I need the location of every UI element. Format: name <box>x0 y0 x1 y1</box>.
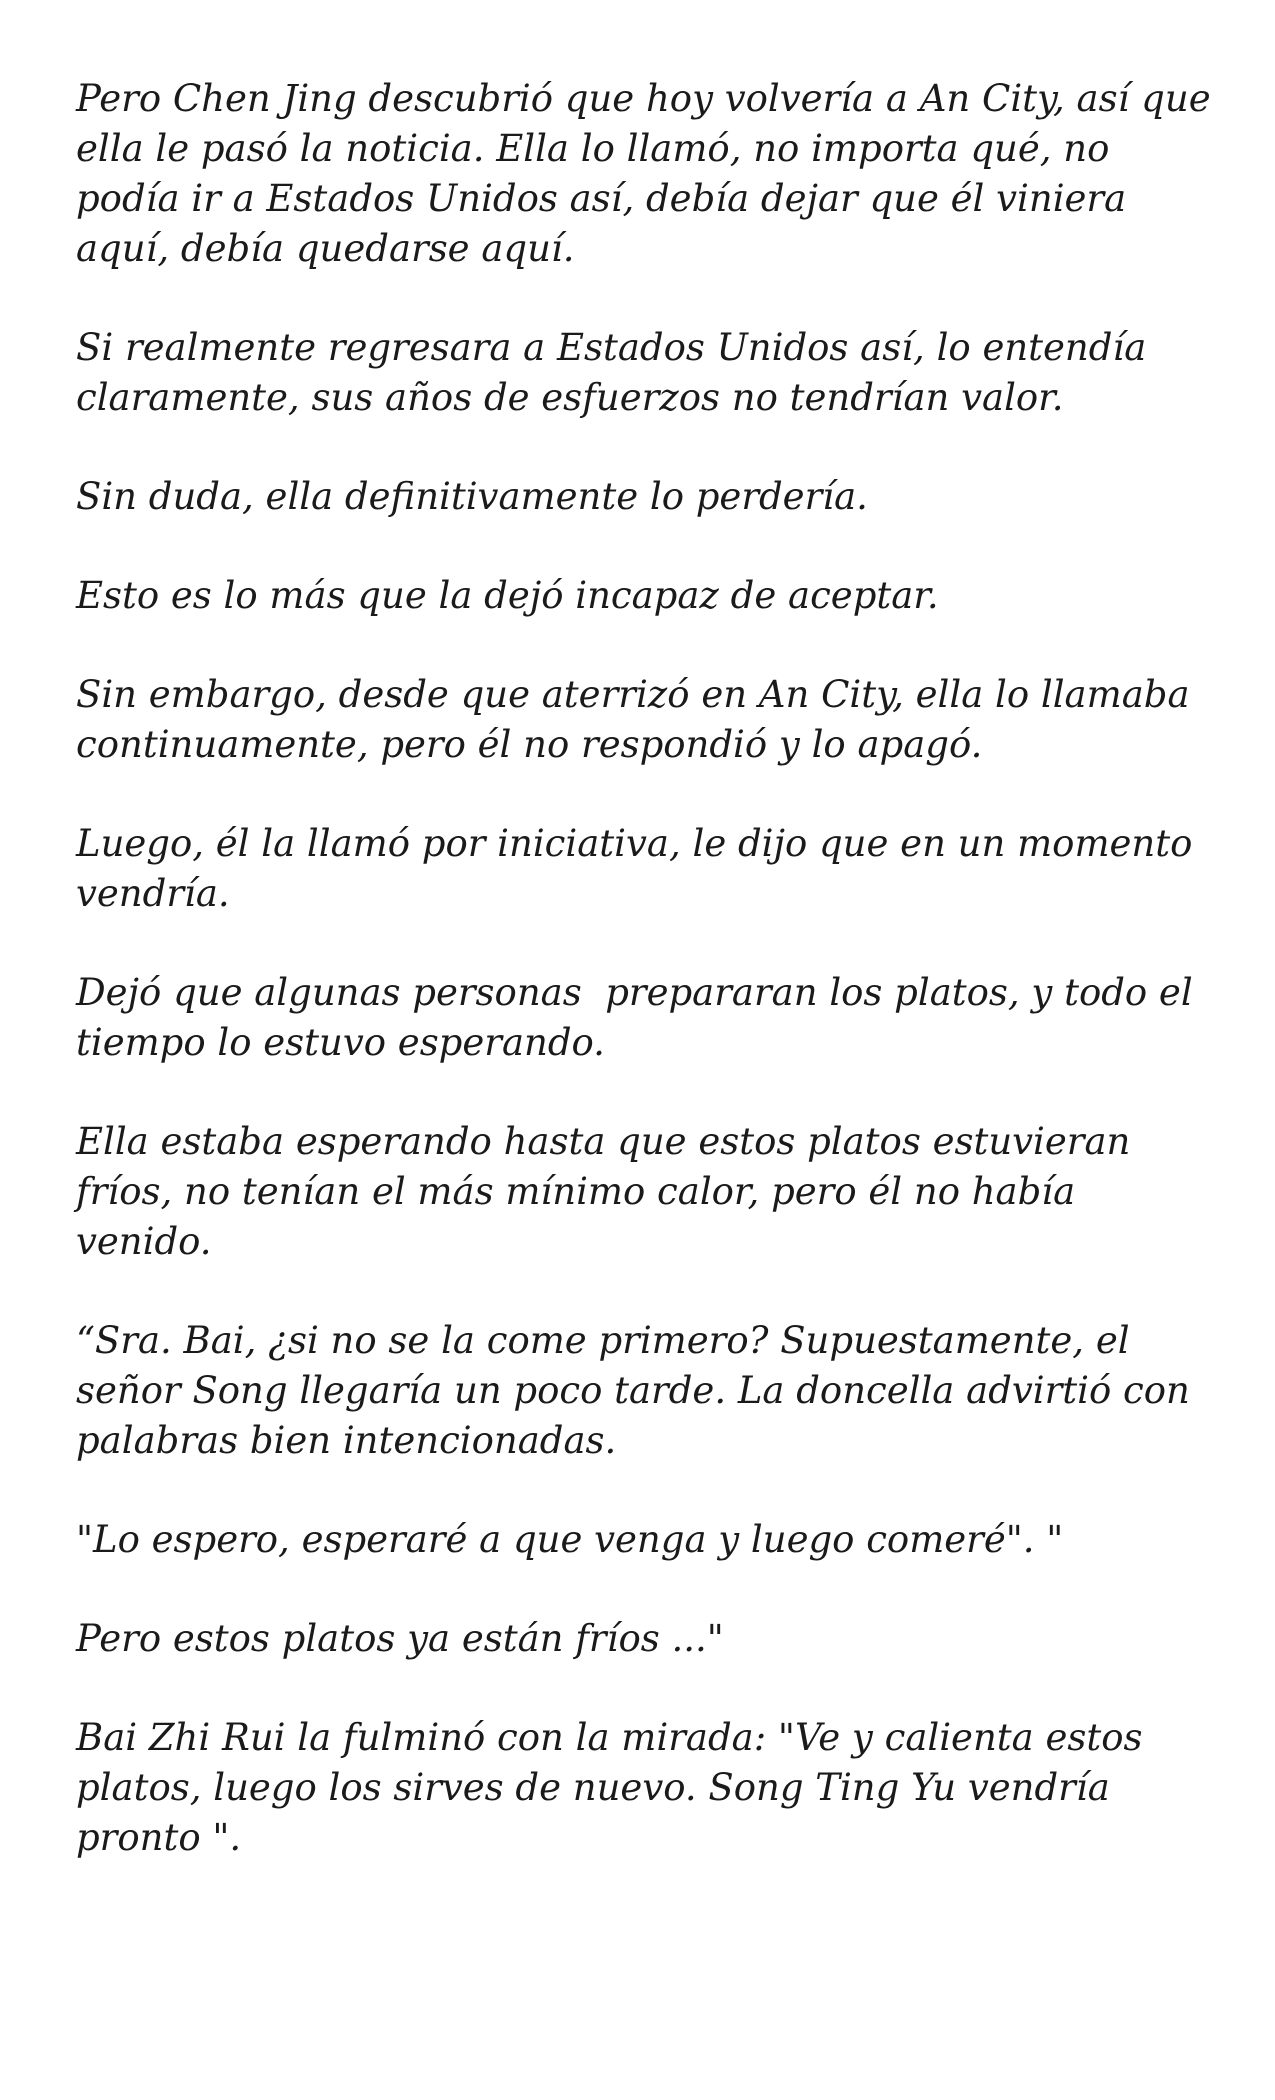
paragraph: Bai Zhi Rui la fulminó con la mirada: "Ve y calienta estos platos, luego los sirves de nuevo. Song Ting Yu vendría pronto ". <box>76 1716 1143 1859</box>
paragraph: "Lo espero, esperaré a que venga y luego comeré". " <box>76 1518 1064 1561</box>
paragraph: Pero Chen Jing descubrió que hoy volvería a An City, así que ella le pasó la noticia. Ella lo llamó, no importa qué, no podía ir a Estados Unidos así, debía dejar que él viniera aquí, debía quedarse aquí. <box>76 77 1211 270</box>
paragraph: Luego, él la llamó por iniciativa, le dijo que en un momento vendría. <box>76 822 1193 915</box>
paragraph: Esto es lo más que la dejó incapaz de aceptar. <box>76 574 939 617</box>
paragraph: Ella estaba esperando hasta que estos platos estuvieran fríos, no tenían el más mínimo calor, pero él no había venido. <box>76 1120 1131 1263</box>
paragraph: Si realmente regresara a Estados Unidos así, lo entendía claramente, sus años de esfuerzos no tendrían valor. <box>76 326 1147 419</box>
paragraph: “Sra. Bai, ¿si no se la come primero? Supuestamente, el señor Song llegaría un poco tarde. La doncella advirtió con palabras bien intencionadas. <box>76 1319 1190 1462</box>
paragraph: Sin embargo, desde que aterrizó en An City, ella lo llamaba continuamente, pero él no respondió y lo apagó. <box>76 673 1190 766</box>
paragraph: Sin duda, ella definitivamente lo perdería. <box>76 475 868 518</box>
paragraph: Dejó que algunas personas prepararan los platos, y todo el tiempo lo estuvo esperando. <box>76 971 1205 1064</box>
paragraph: Pero estos platos ya están fríos ..." <box>76 1617 724 1660</box>
